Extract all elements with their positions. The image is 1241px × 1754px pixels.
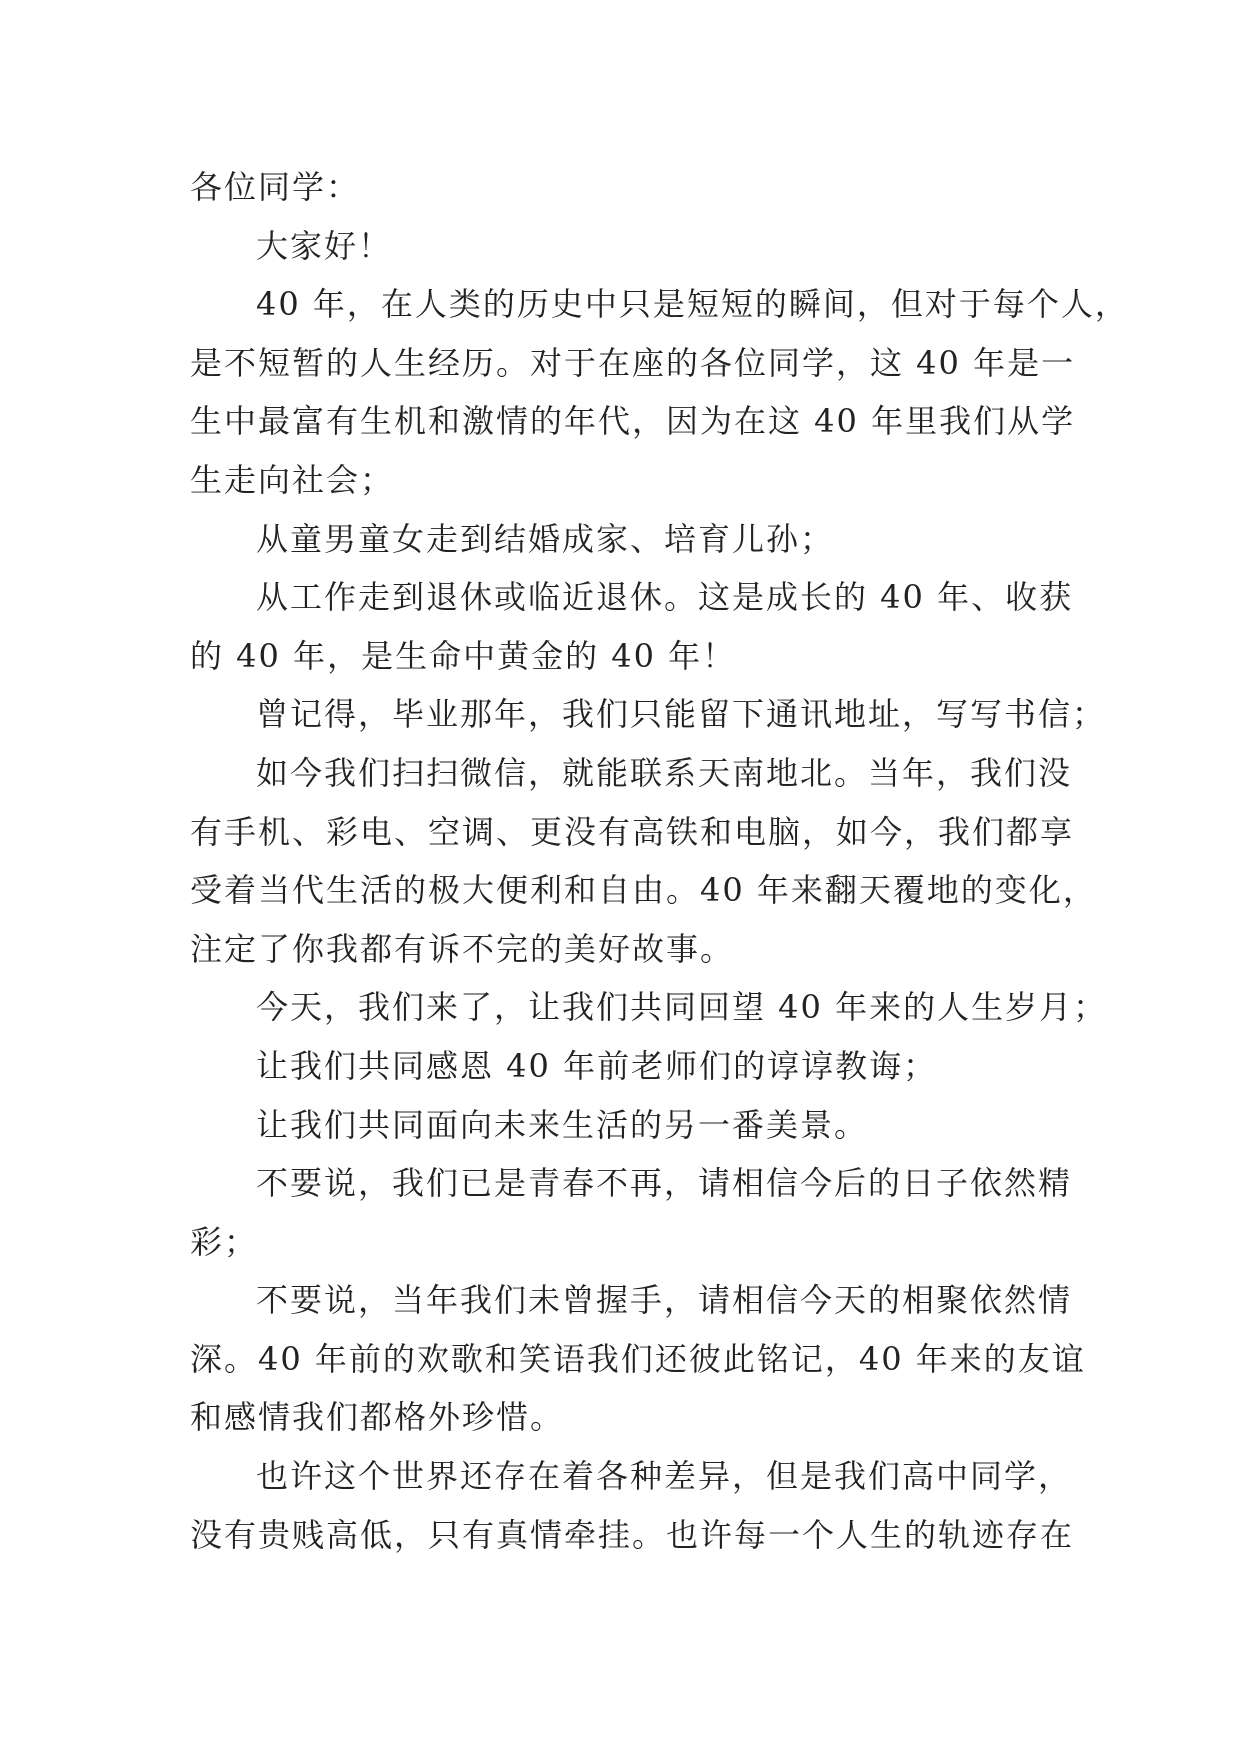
text-line: 受着当代生活的极大便利和自由。40 年来翻天覆地的变化， (190, 871, 1097, 910)
text-line: 和感情我们都格外珍惜。 (190, 1398, 565, 1437)
text-line: 是不短暂的人生经历。对于在座的各位同学，这 40 年是一 (190, 343, 1076, 382)
speech-body (190, 158, 1129, 1564)
text-line: 今天，我们来了，让我们共同回望 40 年来的人生岁月； (256, 988, 1108, 1027)
text-line: 不要说，当年我们未曾握手，请相信今天的相聚依然情 (256, 1281, 1073, 1320)
text-line: 从童男童女走到结婚成家、培育儿孙； (256, 519, 835, 558)
text-line: 有手机、彩电、空调、更没有高铁和电脑，如今，我们都享 (190, 812, 1075, 851)
text-line: 生走向社会； (190, 460, 395, 499)
text-line: 让我们共同感恩 40 年前老师们的谆谆教诲； (256, 1046, 938, 1085)
text-line: 没有贵贱高低，只有真情牵挂。也许每一个人生的轨迹存在 (190, 1515, 1075, 1554)
text-line: 让我们共同面向未来生活的另一番美景。 (256, 1105, 869, 1144)
text-line: 曾记得，毕业那年，我们只能留下通讯地址，写写书信； (256, 695, 1107, 734)
text-line: 深。40 年前的欢歌和笑语我们还彼此铭记，40 年来的友谊 (190, 1339, 1086, 1378)
text-line: 生中最富有生机和激情的年代，因为在这 40 年里我们从学 (190, 402, 1076, 441)
text-line: 彩； (190, 1222, 259, 1261)
text-line: 从工作走到退休或临近退休。这是成长的 40 年、收获 (256, 578, 1074, 617)
text-line: 不要说，我们已是青春不再，请相信今后的日子依然精 (256, 1164, 1073, 1203)
text-line: 也许这个世界还存在着各种差异，但是我们高中同学， (256, 1457, 1073, 1496)
salutation-line: 各位同学： (190, 168, 361, 206)
greeting-line: 大家好！ (256, 226, 393, 265)
text-line: 注定了你我都有诉不完的美好故事。 (190, 929, 735, 968)
text-line: 如今我们扫扫微信，就能联系天南地北。当年，我们没 (256, 753, 1073, 792)
text-line: 的 40 年，是生命中黄金的 40 年！ (190, 636, 737, 675)
text-line: 40 年，在人类的历史中只是短短的瞬间，但对于每个人， (256, 285, 1129, 324)
